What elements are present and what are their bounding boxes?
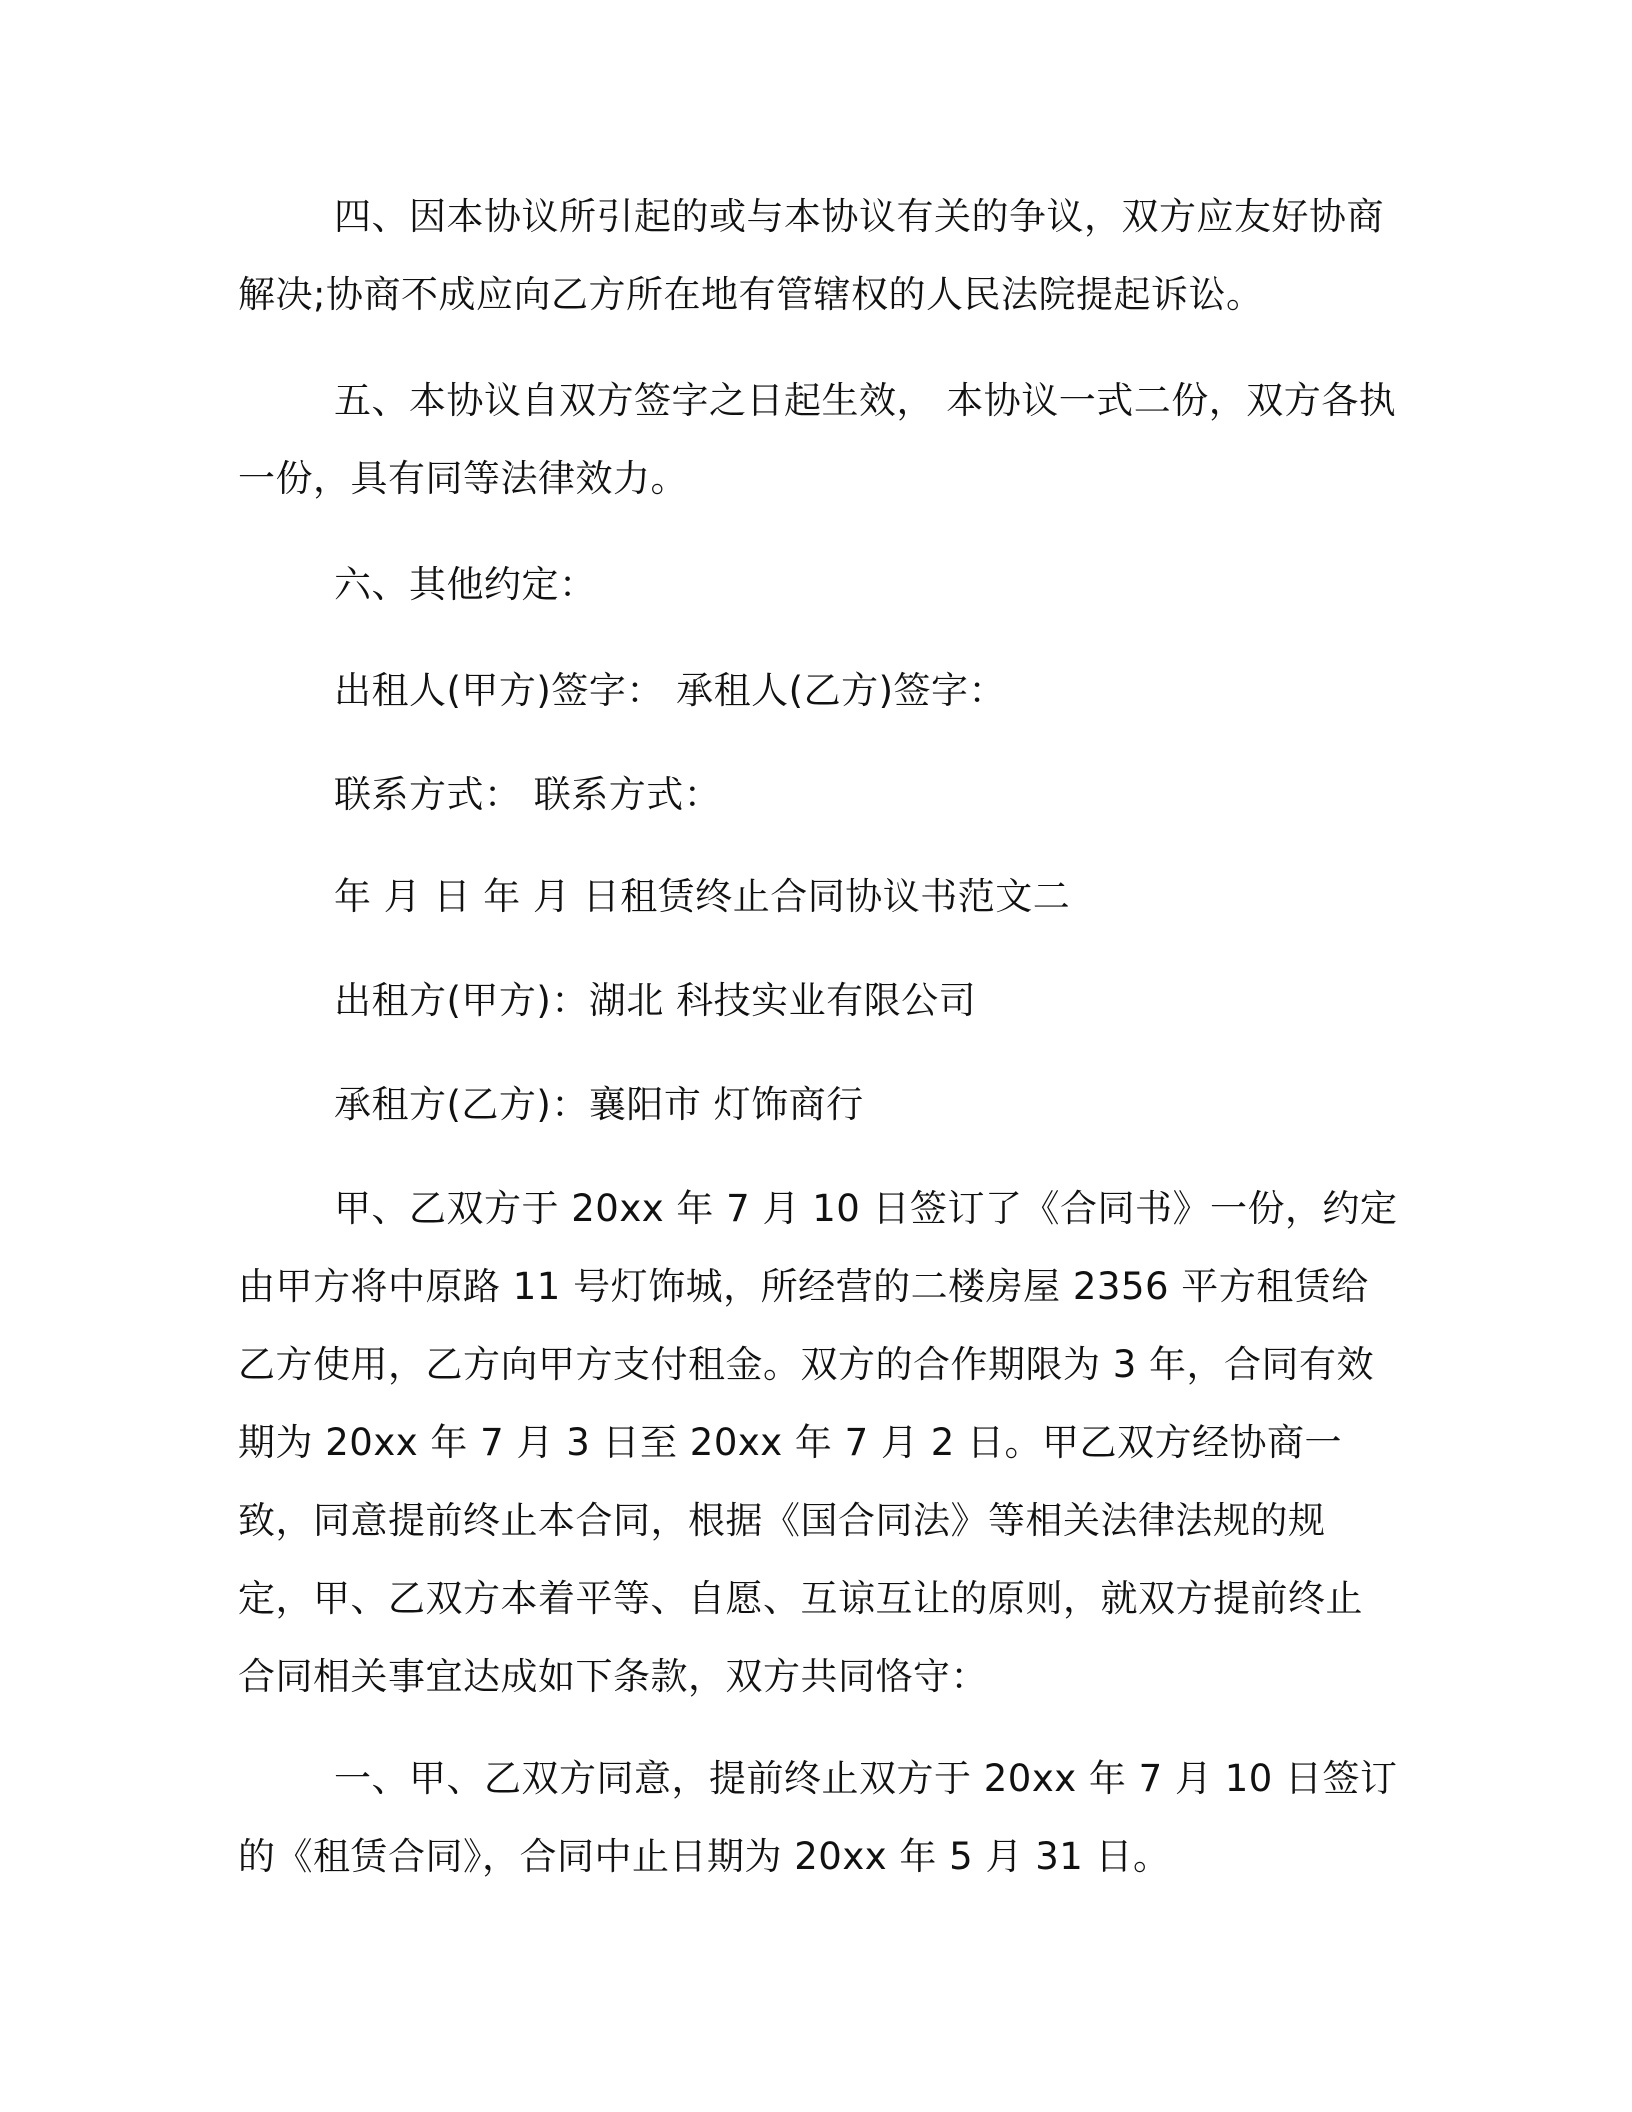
signature-line: 出租人(甲方)签字： 承租人(乙方)签字： — [334, 669, 1007, 712]
lessee-line: 承租方(乙方)：襄阳市 灯饰商行 — [334, 1083, 864, 1126]
background-paragraph: 甲、乙双方于 20xx 年 7 月 10 日签订了《合同书》一份，约定由甲方将中原路 11 号灯饰城，所经营的二楼房屋 2356 平方租赁给乙方使用，乙方向甲方支付租金。双方的合作期限为 3 年，合同有效期为 20xx 年 7 月 3 日至 20xx 年 7 月 2 日。甲乙双方经协商一致，同意提前终止本合同，根据《国合同法》等相关法律法规的规定，甲、乙双方本着平等、自愿、互谅互让的原则，就双方提前终止合同相关事宜达成如下条款，双方共同恪守： — [238, 1187, 1398, 1698]
lessor-line: 出租方(甲方)：湖北 科技实业有限公司 — [334, 979, 977, 1022]
clause-five-paragraph: 五、本协议自双方签字之日起生效， 本协议一式二份，双方各执一份，具有同等法律效力。 — [238, 379, 1397, 500]
clause-four-paragraph: 四、因本协议所引起的或与本协议有关的争议，双方应友好协商解决;协商不成应向乙方所在地有管辖权的人民法院提起诉讼。 — [238, 195, 1384, 316]
date-and-title-line: 年 月 日 年 月 日租赁终止合同协议书范文二 — [334, 875, 1071, 918]
clause-six-paragraph: 六、其他约定： — [334, 563, 597, 606]
contact-line: 联系方式： 联系方式： — [334, 773, 722, 816]
clause-one-paragraph: 一、甲、乙双方同意，提前终止双方于 20xx 年 7 月 10 日签订的《租赁合同》，合同中止日期为 20xx 年 5 月 31 日。 — [238, 1757, 1398, 1878]
